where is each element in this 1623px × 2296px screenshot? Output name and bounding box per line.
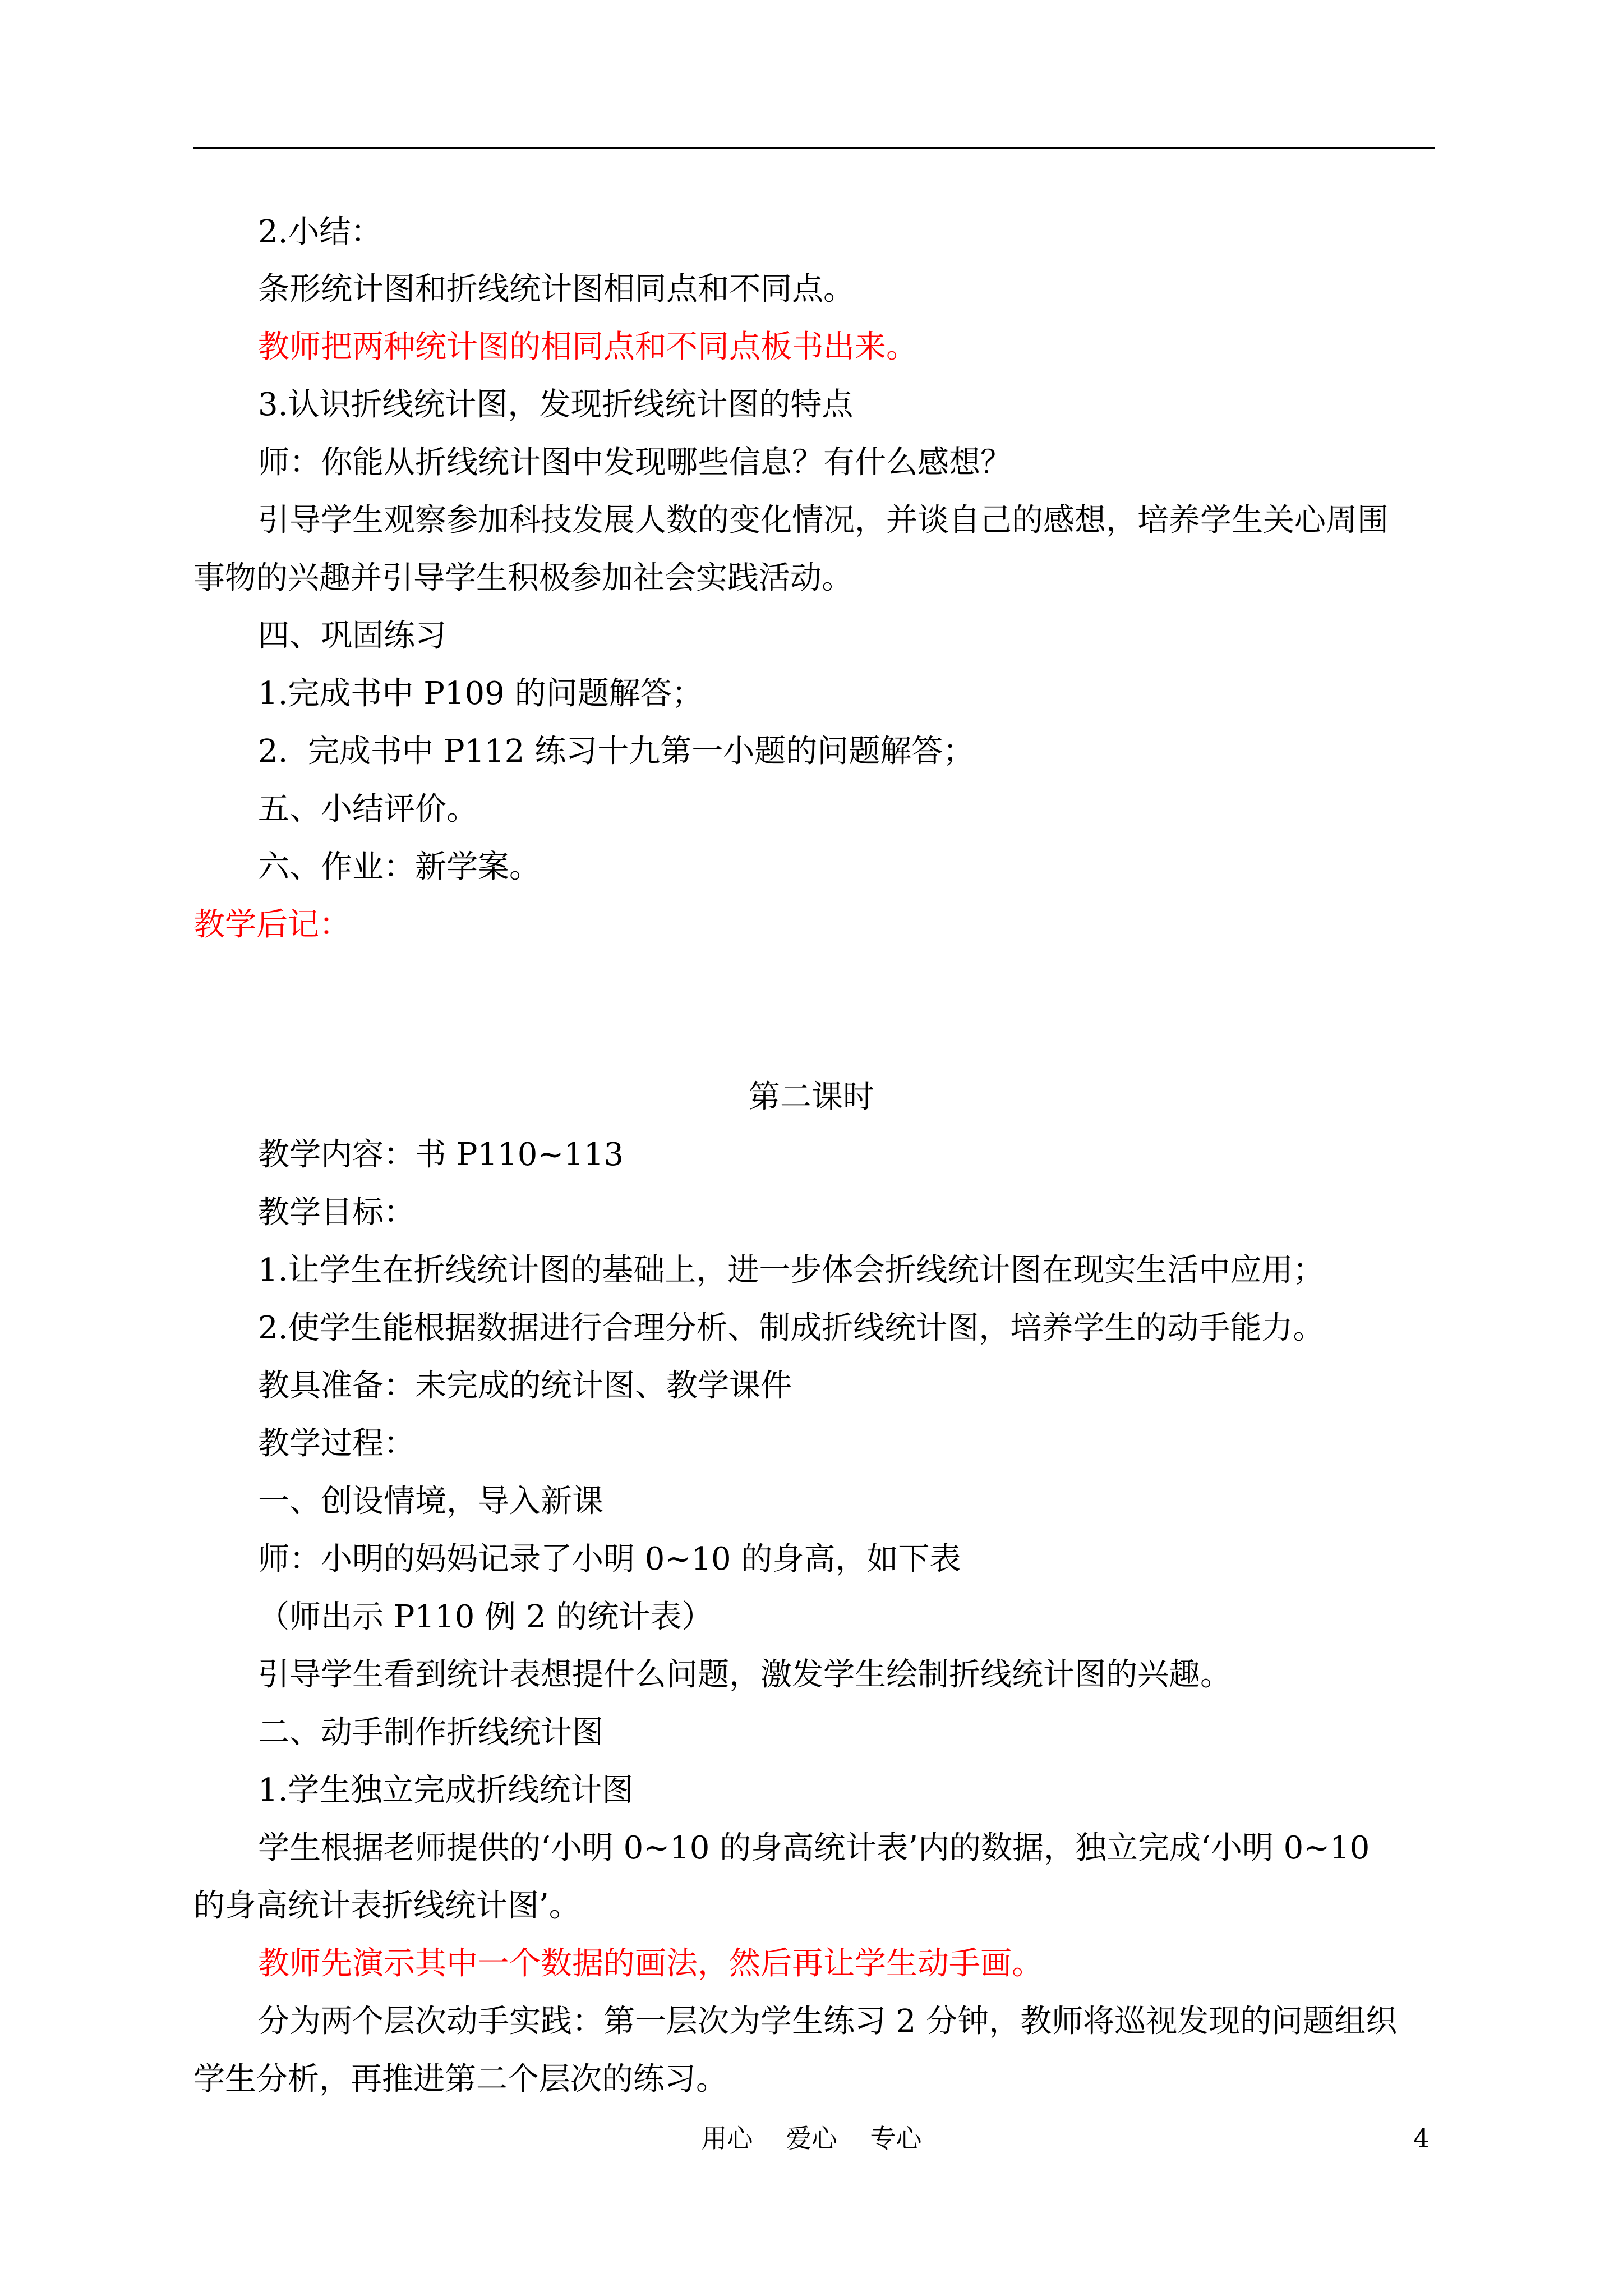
paragraph: 教学内容：书 P110~113 — [258, 1137, 624, 1173]
teacher-note: 教师先演示其中一个数据的画法，然后再让学生动手画。 — [258, 1945, 1043, 1982]
paragraph: 分为两个层次动手实践：第一层次为学生练习 2 分钟，教师将巡视发现的问题组织 — [258, 2003, 1398, 2040]
paragraph: 师：小明的妈妈记录了小明 0~10 的身高，如下表 — [258, 1541, 961, 1577]
lesson-title: 第二课时 — [749, 1079, 874, 1115]
paragraph: 教具准备：未完成的统计图、教学课件 — [258, 1368, 792, 1404]
section-heading: 四、巩固练习 — [258, 618, 446, 654]
section-heading: 五、小结评价。 — [258, 791, 478, 827]
section-heading: 二、动手制作折线统计图 — [258, 1714, 603, 1751]
list-item: 2.使学生能根据数据进行合理分析、制成折线统计图，培养学生的动手能力。 — [258, 1310, 1325, 1346]
page-number: 4 — [1413, 2123, 1430, 2154]
paragraph-continuation: 的身高统计表折线统计图’。 — [193, 1888, 580, 1924]
paragraph: （师出示 P110 例 2 的统计表） — [258, 1599, 713, 1635]
list-item: 1.让学生在折线统计图的基础上，进一步体会折线统计图在现实生活中应用； — [258, 1252, 1325, 1289]
paragraph: 引导学生看到统计表想提什么问题，激发学生绘制折线统计图的兴趣。 — [258, 1657, 1232, 1693]
list-item: 1.完成书中 P109 的问题解答； — [258, 675, 703, 712]
list-item: 2. 完成书中 P112 练习十九第一小题的问题解答； — [258, 733, 975, 770]
subsection-heading: 3.认识折线统计图，发现折线统计图的特点 — [258, 386, 854, 423]
paragraph: 引导学生观察参加科技发展人数的变化情况，并谈自己的感想，培养学生关心周围 — [258, 502, 1389, 539]
paragraph-continuation: 事物的兴趣并引导学生积极参加社会实践活动。 — [193, 560, 853, 596]
section-heading: 一、创设情境，导入新课 — [258, 1483, 603, 1520]
header-rule — [193, 147, 1435, 149]
section-heading: 六、作业：新学案。 — [258, 849, 541, 885]
list-item: 1.学生独立完成折线统计图 — [258, 1772, 634, 1809]
paragraph: 教学过程： — [258, 1425, 415, 1462]
subsection-summary: 2.小结： — [258, 214, 382, 250]
paragraph: 学生根据老师提供的‘小明 0~10 的身高统计表’内的数据，独立完成‘小明 0~10 — [258, 1830, 1370, 1866]
footer-motto: 用心 爱心 专心 — [701, 2123, 922, 2154]
paragraph: 条形统计图和折线统计图相同点和不同点。 — [258, 271, 855, 307]
paragraph-continuation: 学生分析，再推进第二个层次的练习。 — [193, 2061, 727, 2097]
teaching-notes-heading: 教学后记： — [193, 907, 351, 943]
teacher-note: 教师把两种统计图的相同点和不同点板书出来。 — [258, 329, 917, 365]
paragraph: 教学目标： — [258, 1194, 415, 1231]
paragraph: 师：你能从折线统计图中发现哪些信息？有什么感想？ — [258, 444, 1012, 481]
